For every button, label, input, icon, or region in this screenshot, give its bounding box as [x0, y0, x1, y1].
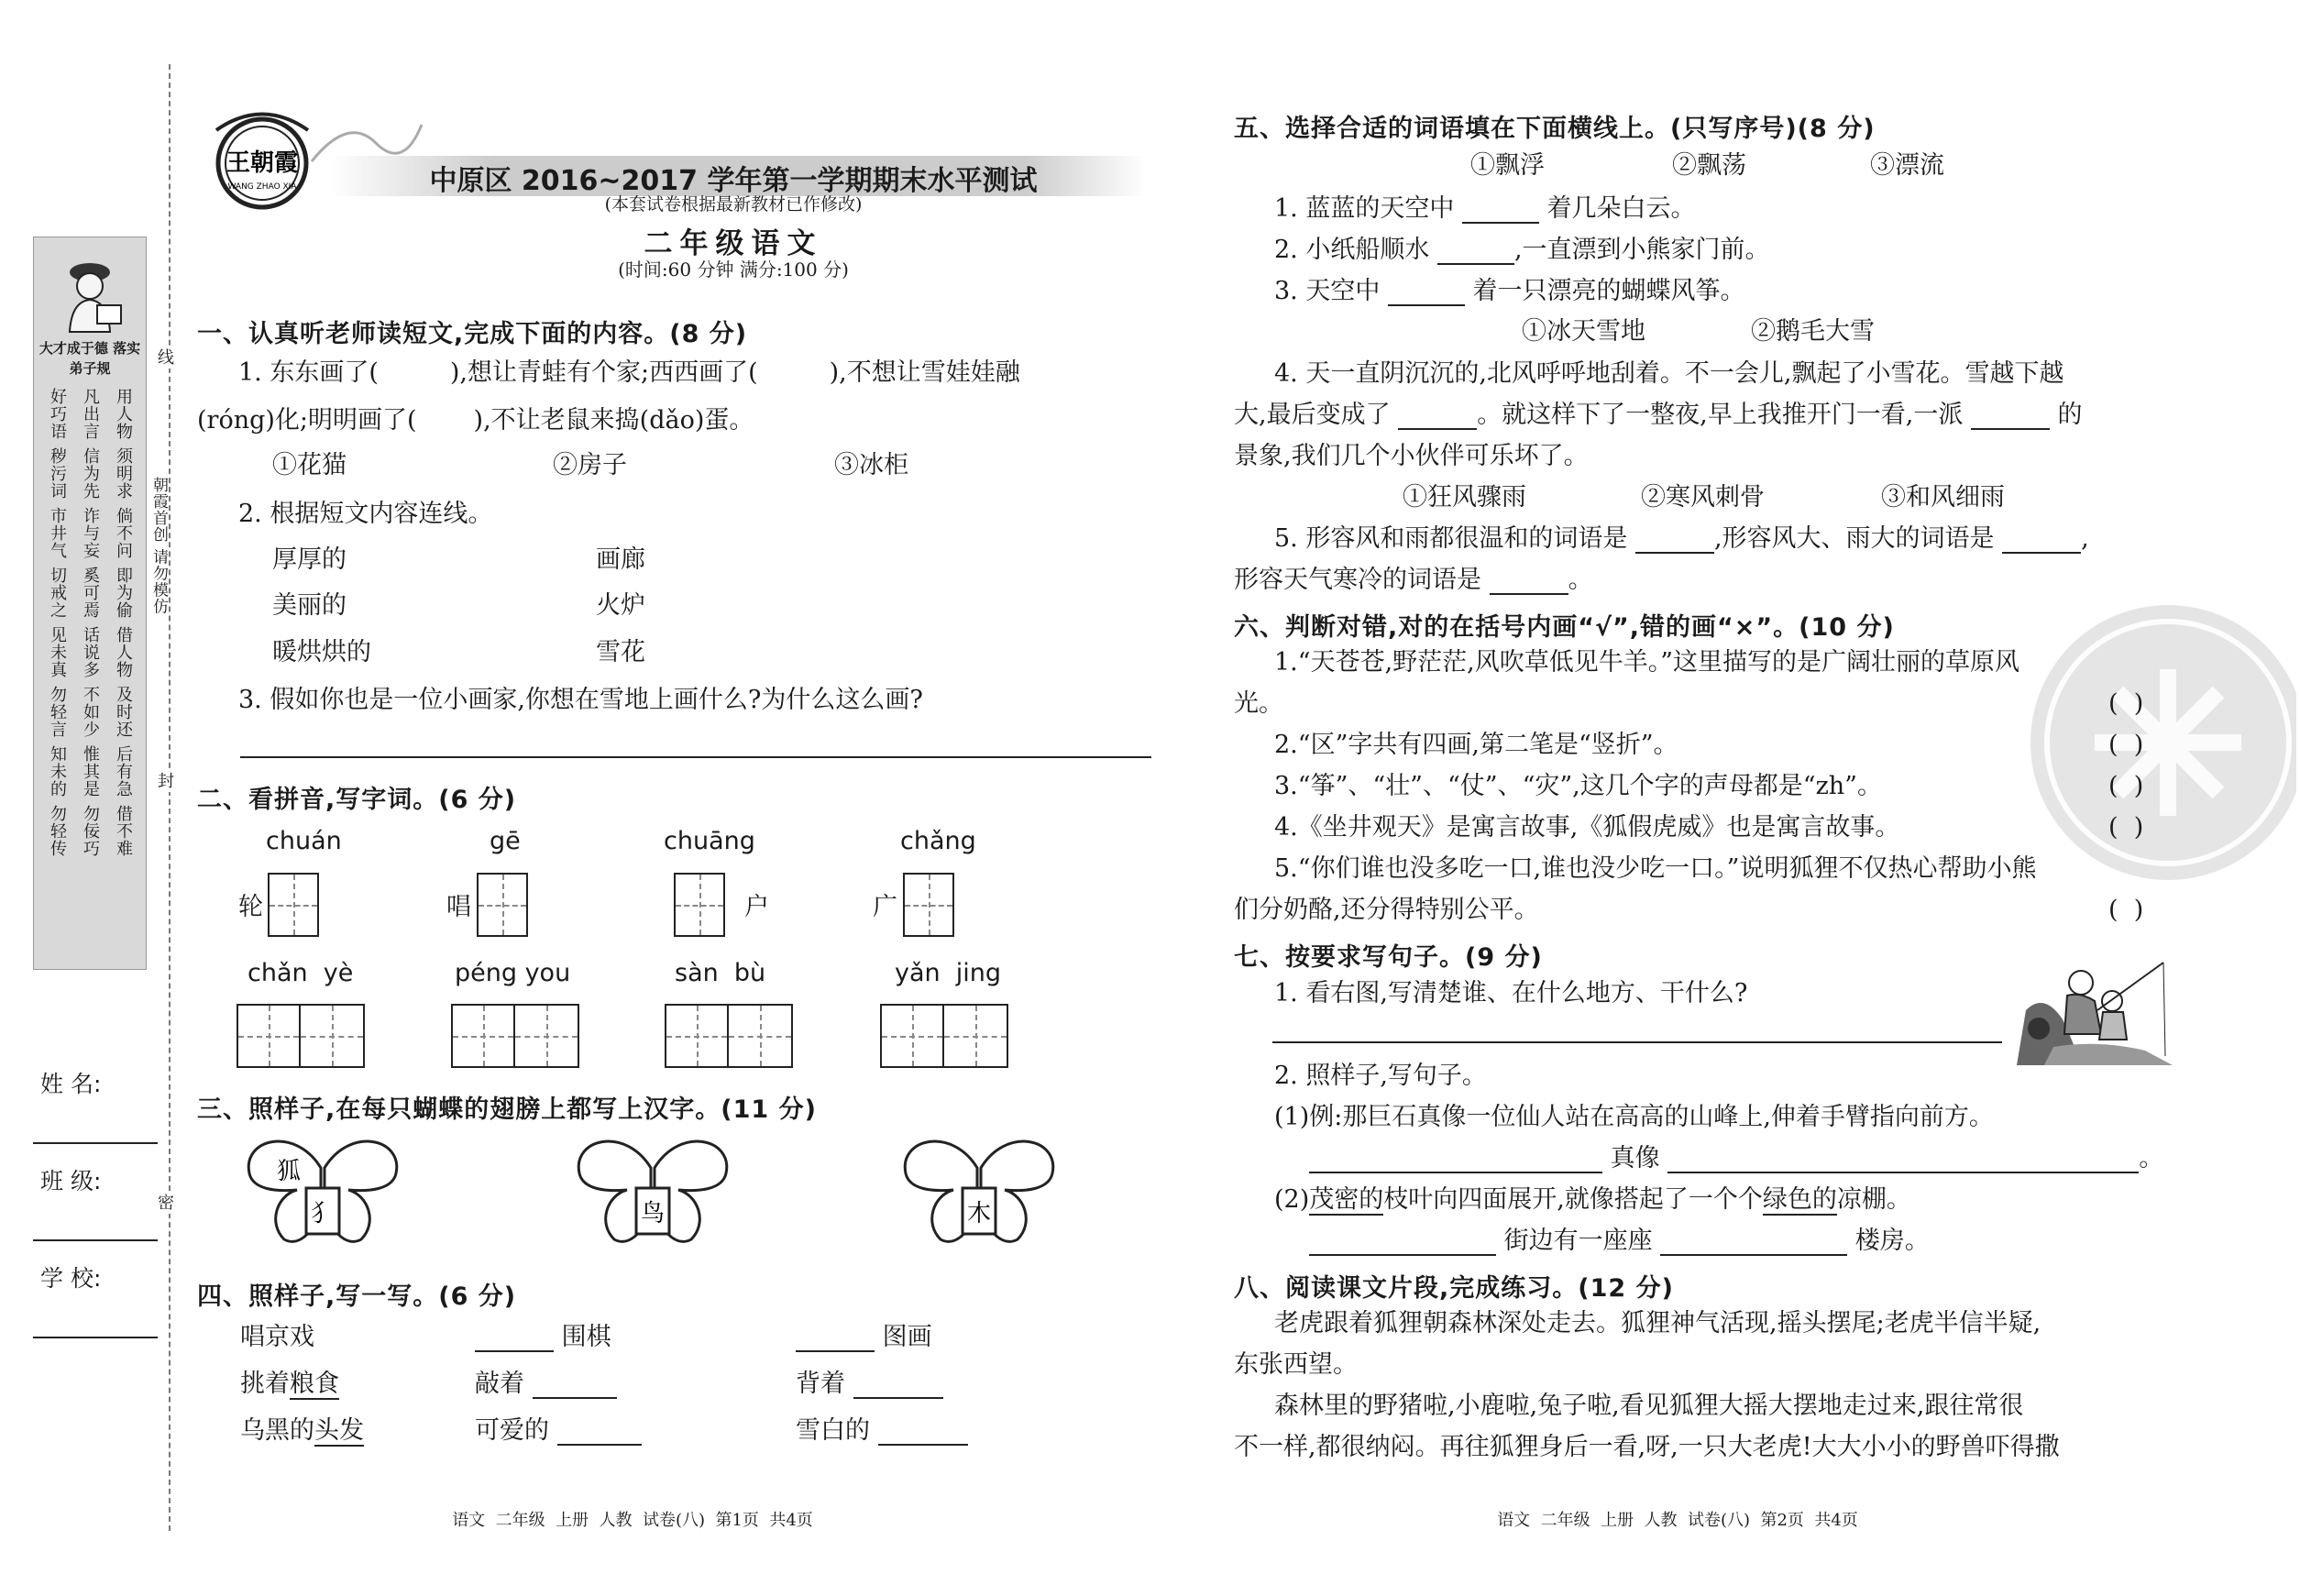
s6-i5b: 们分奶酪,还分得特别公平。 — [1234, 896, 1539, 924]
s1-q2: 2. 根据短文内容连线。 — [238, 500, 493, 528]
s8-p1b: 东张西望。 — [1234, 1350, 1358, 1379]
s1-option-1: ①花猫 — [272, 451, 347, 479]
motto-column: 后有急 — [114, 745, 133, 798]
s8-p2: 森林里的野猪啦,小鹿啦,兔子啦,看见狐狸大摇大摆地走过来,跟往常很 — [1274, 1392, 2024, 1420]
logo-subtext: WANG ZHAO XIA — [227, 182, 297, 192]
footer-left: 语文 二年级 上册 人教 试卷(八) 第1页 共4页 — [452, 1511, 813, 1530]
s4-r1b: 围棋 — [475, 1323, 611, 1352]
motto-column: 话说多 — [81, 626, 100, 678]
s1-option-2: ②房子 — [553, 451, 627, 479]
class-label: 班 级: — [40, 1168, 102, 1194]
motto-column: 不如少 — [81, 686, 100, 738]
s5-l2: 2. 小纸船顺水 ,一直漂到小熊家门前。 — [1274, 236, 1770, 264]
s6-i3: 3.“筝”、“壮”、“仗”、“灾”,这几个字的声母都是“zh”。 — [1274, 772, 1882, 800]
motto-column: 切戒之 — [48, 567, 67, 619]
butterfly-1-center: 犭 — [311, 1200, 336, 1227]
s6-paren-4[interactable]: ( ) — [2108, 813, 2144, 842]
motto-column: 及时还 — [114, 686, 133, 738]
scholar-illustration — [44, 245, 136, 336]
motto-column: 知未的 — [48, 745, 67, 798]
s4-r1a: 唱京戏 — [240, 1323, 314, 1351]
s5-opt3-3: ③和风细雨 — [1881, 483, 2005, 512]
s1-right-1[interactable]: 画廊 — [596, 545, 645, 574]
s5-opt2-1: ①冰天雪地 — [1522, 317, 1645, 346]
s2-box-6[interactable] — [451, 1004, 579, 1068]
motto-column: 借人物 — [114, 626, 133, 678]
s2-box-7[interactable] — [665, 1004, 793, 1068]
s6-title: 六、判断对错,对的在括号内画“√”,错的画“×”。(10 分) — [1234, 613, 1895, 642]
s2-post-3: 户 — [744, 893, 769, 921]
motto-column: 市井气 — [48, 507, 67, 559]
s1-left-3[interactable]: 暖烘烘的 — [272, 638, 371, 666]
exam-title: 中原区 2016~2017 学年第一学期期末水平测试 — [429, 165, 1038, 197]
s8-title: 八、阅读课文片段,完成练习。(12 分) — [1234, 1274, 1674, 1303]
motto-column: 见未真 — [48, 626, 67, 678]
s6-paren-1[interactable]: ( ) — [2108, 689, 2144, 718]
s6-i5a: 5.“你们谁也没多吃一口,谁也没少吃一口。”说明狐狸不仅热心帮助小熊 — [1274, 854, 2037, 883]
butterfly-2-center: 鸟 — [641, 1200, 666, 1227]
s7-q2: 2. 照样子,写句子。 — [1274, 1062, 1487, 1090]
motto-column: 奚可焉 — [81, 567, 100, 619]
s4-r2c: 背着 — [796, 1370, 943, 1399]
s5-opt1-1: ①飘浮 — [1470, 151, 1545, 180]
school-label: 学 校: — [40, 1265, 102, 1292]
s7-q1-answer-line[interactable] — [1272, 1041, 2002, 1043]
s1-right-2[interactable]: 火炉 — [596, 591, 645, 620]
binding-mark-line: 线 — [158, 348, 174, 368]
s5-opt3-2: ②寒风刺骨 — [1641, 483, 1765, 512]
s8-p2b: 不一样,都很纳闷。再往狐狸身后一看,呀,一只大老虎!大大小小的野兽吓得撒 — [1234, 1433, 2060, 1461]
s1-title: 一、认真听老师读短文,完成下面的内容。(8 分) — [197, 320, 748, 348]
motto-column: 勿佞巧 — [81, 805, 100, 857]
s2-pinyin-2: gē — [490, 827, 521, 855]
footer-right: 语文 二年级 上册 人教 试卷(八) 第2页 共4页 — [1497, 1511, 1858, 1530]
s1-left-1[interactable]: 厚厚的 — [272, 545, 347, 574]
s1-line1: 1. 东东画了( ),想让青蛙有个家;西西画了( ),不想让雪娃娃融 — [238, 358, 1020, 387]
s4-r1c: 图画 — [796, 1323, 932, 1352]
s2-box-8[interactable] — [880, 1004, 1008, 1068]
s2-pre-4: 广 — [873, 893, 897, 921]
s2-title: 二、看拼音,写字词。(6 分) — [197, 786, 517, 814]
s7-q1: 1. 看右图,写清楚谁、在什么地方、干什么? — [1274, 979, 1748, 1007]
motto-column: 凡出言 — [81, 388, 100, 440]
s4-r3b: 可爱的 — [475, 1416, 642, 1446]
motto-column: 好巧语 — [48, 388, 67, 440]
s5-l5d: 形容天气寒冷的词语是 。 — [1234, 566, 1593, 594]
s6-i1b: 光。 — [1234, 689, 1283, 718]
s1-line2: (róng)化;明明画了( ),不让老鼠来捣(dǎo)蛋。 — [197, 406, 754, 435]
logo-text: 王朝霞 — [226, 149, 299, 177]
s2-pinyin-4: chǎng — [900, 827, 976, 855]
motto-column: 用人物 — [114, 388, 133, 440]
binding-notice: 朝霞首创 请勿模仿 — [149, 477, 168, 615]
motto-column: 借不难 — [114, 805, 133, 857]
s2-box-2[interactable] — [477, 873, 528, 937]
s1-q3: 3. 假如你也是一位小画家,你想在雪地上画什么?为什么这么画? — [238, 686, 923, 714]
exam-note: (本套试卷根据最新教材已作修改) — [604, 194, 863, 215]
s2-pre-1: 轮 — [238, 893, 263, 921]
s6-paren-2[interactable]: ( ) — [2108, 731, 2144, 759]
s1-answer-line[interactable] — [240, 756, 1151, 758]
s4-r2a: 挑着粮食 — [240, 1370, 339, 1398]
exam-time: (时间:60 分钟 满分:100 分) — [618, 259, 849, 281]
s5-l3: 3. 天空中 着一只漂亮的蝴蝶风筝。 — [1274, 277, 1745, 305]
school-field[interactable] — [33, 1337, 158, 1338]
s6-paren-5[interactable]: ( ) — [2108, 896, 2144, 924]
s2-pinyin-5: chǎn yè — [248, 959, 354, 987]
binding-mark-secret: 密 — [158, 1194, 174, 1213]
s8-p1: 老虎跟着狐狸朝森林深处走去。狐狸神气活现,摇头摆尾;老虎半信半疑, — [1274, 1309, 2041, 1337]
motto-column: 须明求 — [114, 447, 133, 500]
motto-column: 倘不问 — [114, 507, 133, 559]
motto-column: 勿轻传 — [48, 805, 67, 857]
s2-box-1[interactable] — [268, 873, 319, 937]
fishing-picture — [2017, 955, 2173, 1065]
s5-l4e: 景象,我们几个小伙伴可乐坏了。 — [1234, 442, 1589, 470]
butterfly-2[interactable] — [570, 1135, 735, 1249]
s5-l5: 5. 形容风和雨都很温和的词语是 ,形容风大、雨大的词语是 , — [1274, 524, 2089, 553]
s6-i4: 4.《坐井观天》是寓言故事,《狐假虎威》也是寓言故事。 — [1274, 813, 1900, 842]
s6-i1a: 1.“天苍苍,野茫茫,风吹草低见牛羊。”这里描写的是广阔壮丽的草原风 — [1274, 648, 2020, 677]
s7-ex2: (2)茂密的枝叶向四面展开,就像搭起了一个个绿色的凉棚。 — [1274, 1185, 1911, 1214]
s2-pinyin-8: yǎn jing — [895, 959, 1002, 987]
name-field[interactable] — [33, 1142, 158, 1144]
s4-title: 四、照样子,写一写。(6 分) — [197, 1282, 517, 1311]
s5-title: 五、选择合适的词语填在下面横线上。(只写序号)(8 分) — [1234, 115, 1876, 143]
s1-option-3: ③冰柜 — [834, 451, 908, 479]
motto-column: 诈与妄 — [81, 507, 100, 559]
name-label: 姓 名: — [40, 1071, 102, 1097]
s5-opt2-2: ②鹅毛大雪 — [1751, 317, 1875, 346]
s5-opt1-2: ②飘荡 — [1672, 151, 1746, 180]
class-field[interactable] — [33, 1239, 158, 1241]
binding-line — [169, 64, 171, 1531]
s4-r3a: 乌黑的头发 — [240, 1416, 364, 1445]
s4-r2b: 敲着 — [475, 1370, 617, 1399]
s2-pinyin-1: chuán — [266, 827, 342, 855]
motto-column: 惟其是 — [81, 745, 100, 798]
motto-columns — [34, 380, 146, 864]
s7-ex1-write: 真像 。 — [1309, 1144, 2163, 1173]
s2-pinyin-6: péng you — [455, 959, 571, 987]
s7-title: 七、按要求写句子。(9 分) — [1234, 943, 1543, 972]
binding-mark-seal: 封 — [158, 772, 174, 791]
s2-pinyin-3: chuāng — [664, 827, 755, 855]
s1-left-2[interactable]: 美丽的 — [272, 591, 347, 620]
s6-i2: 2.“区”字共有四画,第二笔是“竖折”。 — [1274, 731, 1678, 759]
s2-box-3[interactable] — [674, 873, 725, 937]
s3-title: 三、照样子,在每只蝴蝶的翅膀上都写上汉字。(11 分) — [197, 1095, 817, 1124]
s5-opt1-3: ③漂流 — [1870, 151, 1944, 180]
s6-paren-3[interactable]: ( ) — [2108, 772, 2144, 800]
butterfly-1[interactable] — [240, 1135, 405, 1249]
confidential-stamp — [2021, 568, 2296, 917]
motto-top: 大才成于德 落实弟子规 — [39, 340, 141, 377]
s5-opt3-1: ①狂风骤雨 — [1403, 483, 1526, 512]
s7-ex1: (1)例:那巨石真像一位仙人站在高高的山峰上,伸着手臂指向前方。 — [1274, 1103, 1994, 1131]
s5-l4b: 大,最后变成了 。就这样下了一整夜,早上我推开门一看,一派 的 — [1234, 401, 2083, 429]
s2-box-5[interactable] — [237, 1004, 365, 1068]
exam-subject: 二年级语文 — [644, 227, 823, 260]
butterfly-3[interactable] — [897, 1135, 1062, 1249]
s5-l4a: 4. 天一直阴沉沉的,北风呼呼地刮着。不一会儿,飘起了小雪花。雪越下越 — [1274, 359, 2064, 388]
s5-l1: 1. 蓝蓝的天空中 着几朵白云。 — [1274, 194, 1696, 223]
motto-panel — [33, 237, 147, 970]
s2-pinyin-7: sàn bù — [675, 959, 766, 987]
motto-column: 勿轻言 — [48, 686, 67, 738]
motto-column: 秽污词 — [48, 447, 67, 500]
butterfly-1-left: 狐 — [277, 1158, 302, 1185]
butterfly-3-center: 木 — [967, 1200, 992, 1227]
motto-column: 信为先 — [81, 447, 100, 500]
s1-right-3[interactable]: 雪花 — [596, 638, 645, 666]
motto-column: 即为偷 — [114, 567, 133, 619]
s7-ex2-write: 街边有一座座 楼房。 — [1309, 1227, 1930, 1256]
s2-box-4[interactable] — [903, 873, 954, 937]
s2-pre-2: 唱 — [446, 893, 471, 921]
s4-r3c: 雪白的 — [796, 1416, 968, 1446]
